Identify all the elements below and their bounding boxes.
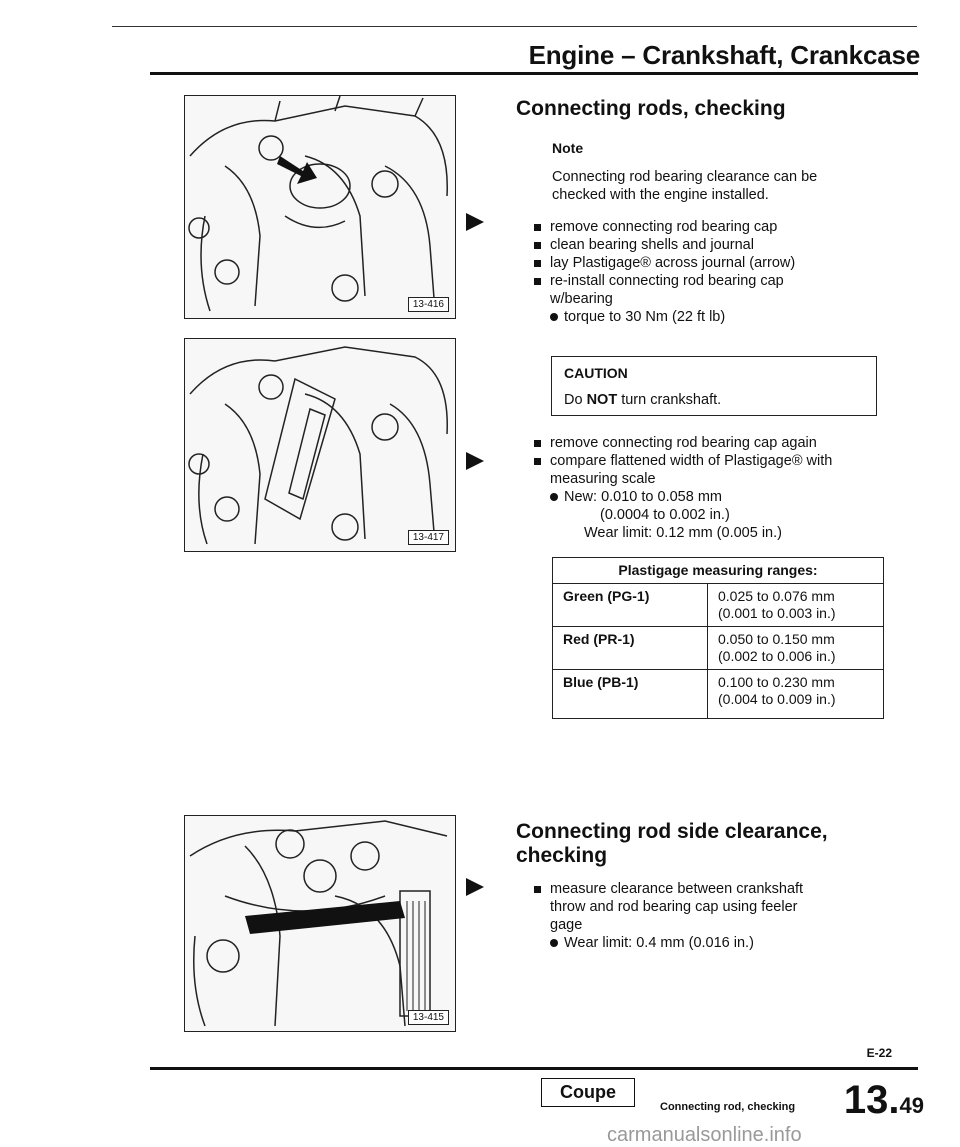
figure-feeler-gage <box>184 815 456 1032</box>
step-continuation: w/bearing <box>550 291 613 307</box>
figure-number: 13-417 <box>408 530 449 545</box>
sub-step: New: 0.010 to 0.058 mm <box>550 488 902 506</box>
pointer-arrow-icon <box>466 878 484 896</box>
note-heading: Note <box>552 140 584 156</box>
table-cell-color: Red (PR-1) <box>553 627 708 670</box>
procedure-steps-3 <box>532 880 892 952</box>
value-mm: 0.025 to 0.076 mm <box>718 588 835 604</box>
crankshaft-illustration-2 <box>185 339 455 551</box>
value-in: (0.002 to 0.006 in.) <box>718 648 836 664</box>
table-cell-value <box>708 627 884 670</box>
page-major: 13 <box>843 1078 889 1122</box>
caution-heading: CAUTION <box>564 365 628 381</box>
step-item: compare flattened width of Plastigage® with <box>532 452 902 470</box>
step-item: remove connecting rod bearing cap again <box>532 434 902 452</box>
edition-code: E-22 <box>866 1046 892 1060</box>
page-minor: 49 <box>899 1093 924 1118</box>
note-text <box>552 168 872 204</box>
step-line: throw and rod bearing cap using feeler <box>550 899 798 915</box>
page-number: 13.49 <box>843 1078 924 1122</box>
plastigage-table <box>552 557 884 719</box>
section-heading-line: checking <box>516 844 608 867</box>
crankshaft-illustration-1 <box>185 96 455 318</box>
pointer-arrow-icon <box>466 213 484 231</box>
section-heading-line: Connecting rod side clearance, <box>516 820 828 843</box>
table-row <box>553 584 884 627</box>
figure-number: 13-416 <box>408 297 449 312</box>
step-continuation: measuring scale <box>550 471 656 487</box>
bottom-rule <box>150 1067 918 1070</box>
table-cell-value <box>708 584 884 627</box>
step-item: lay Plastigage® across journal (arrow) <box>532 254 892 272</box>
table-cell-value <box>708 670 884 719</box>
value-in: (0.004 to 0.009 in.) <box>718 691 836 707</box>
note-line: checked with the engine installed. <box>552 187 769 203</box>
step-item: clean bearing shells and journal <box>532 236 892 254</box>
step-item: re-install connecting rod bearing cap <box>532 272 892 290</box>
sub-step: torque to 30 Nm (22 ft lb) <box>550 308 892 326</box>
table-cell-color: Green (PG-1) <box>553 584 708 627</box>
table-heading: Plastigage measuring ranges: <box>553 558 884 584</box>
sub-step-cont: (0.0004 to 0.002 in.) <box>600 507 730 523</box>
procedure-steps <box>532 218 892 326</box>
section-heading-2 <box>516 820 828 868</box>
figure-flattened-plastigage <box>184 338 456 552</box>
caution-text: Do NOT turn crankshaft. <box>564 392 722 408</box>
title-rule <box>150 72 918 75</box>
value-mm: 0.100 to 0.230 mm <box>718 674 835 690</box>
crankshaft-illustration-3 <box>185 816 455 1031</box>
step-item: remove connecting rod bearing cap <box>532 218 892 236</box>
top-rule <box>112 26 917 27</box>
wear-limit: Wear limit: 0.12 mm (0.005 in.) <box>584 525 782 541</box>
table-cell-color: Blue (PB-1) <box>553 670 708 719</box>
caution-box <box>551 356 877 416</box>
procedure-steps-2 <box>532 434 902 542</box>
value-in: (0.001 to 0.003 in.) <box>718 605 836 621</box>
watermark: carmanualsonline.info <box>607 1124 802 1146</box>
page-title: Engine – Crankshaft, Crankcase <box>528 40 920 70</box>
value-mm: 0.050 to 0.150 mm <box>718 631 835 647</box>
section-heading: Connecting rods, checking <box>516 97 786 120</box>
table-row <box>553 670 884 719</box>
figure-bearing-cap-plastigage <box>184 95 456 319</box>
step-line: gage <box>550 917 583 933</box>
note-line: Connecting rod bearing clearance can be <box>552 169 818 185</box>
model-badge: Coupe <box>541 1078 635 1107</box>
table-row <box>553 627 884 670</box>
footer-label: Connecting rod, checking <box>660 1101 796 1113</box>
step-line: measure clearance between crankshaft <box>550 881 804 897</box>
figure-number: 13-415 <box>408 1010 449 1025</box>
step-item <box>532 880 892 934</box>
sub-step: Wear limit: 0.4 mm (0.016 in.) <box>550 934 892 952</box>
pointer-arrow-icon <box>466 452 484 470</box>
